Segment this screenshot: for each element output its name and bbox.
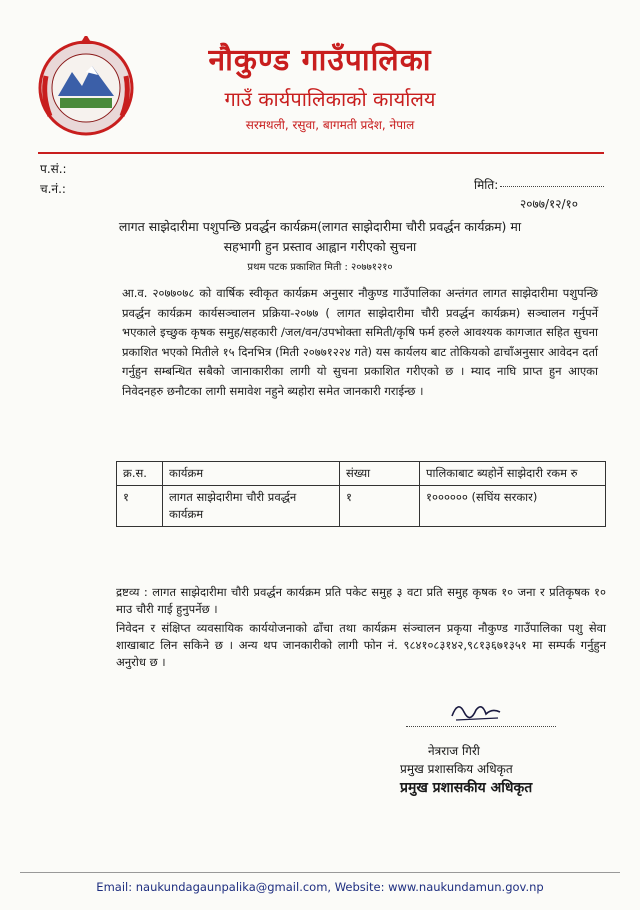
date-dotted-line: [500, 186, 604, 187]
published-date: प्रथम पटक प्रकाशित मिती : २०७७१२१०: [247, 262, 393, 273]
table-cell: १: [117, 486, 163, 527]
patra-sankhya-label: प.सं.:: [40, 162, 67, 176]
signature-dotted-line: [406, 726, 556, 727]
table-header-row: [117, 462, 606, 486]
header-subtitle: गाउँ कार्यपालिकाको कार्यालय: [224, 87, 436, 111]
table-row: [117, 486, 606, 527]
government-emblem-icon: [36, 36, 136, 140]
table-cell: लागत साझेदारीमा चौरी प्रवर्द्धन कार्यक्रम: [163, 486, 340, 527]
notice-subject: लागत साझेदारीमा पशुपन्छि प्रवर्द्धन कार्यक्रम(लागत साझेदारीमा चौरी प्रवर्द्धन कार्यक्रम) मा सहभागी हुन प्रस्ताव आह्वान गरीएको सुचना: [118, 219, 522, 254]
header-address: सरमथली, रसुवा, बागमती प्रदेश, नेपाल: [245, 118, 415, 132]
table-cell: १०००००० (सघिंय सरकार): [420, 486, 606, 527]
date-value: २०७७/१२/१०: [520, 197, 579, 211]
date-label: मिति:: [474, 178, 499, 192]
header-divider: [38, 152, 604, 154]
note-contact: निवेदन र संक्षिप्त व्यवसायिक कार्ययोजनाको ढाँचा तथा कार्यक्रम संञ्चालन प्रकृया नौकुण्ड गाउँपालिका पशु सेवा शाखाबाट लिन सकिने छ । अन्य थप जानकारीको लागी फोन नं. ९८४१०८३१४२,९८१३६७१३५१ मा सम्पर्क गर्नुहुन अनुरोध छ ।: [116, 621, 606, 669]
signatory-name: नेत्रराज गिरी: [428, 744, 480, 758]
notice-body: आ.व. २०७७०७८ को वार्षिक स्वीकृत कार्यक्रम अनुसार नौकुण्ड गाउँपालिका अन्तंगत लागत साझेदारीमा पशुपन्छि प्रवर्द्धन कार्यक्रम कार्यसञ्चालन प्रक्रिया-२०७७ ( लागत साझेदारीमा चौरी प्रवर्द्धन कार्यक्रम) सञ्चालन गर्नुपर्ने भएकाले इच्छुक कृषक समुह/सहकारी /जल/वन/उपभोक्ता समिती/कृषि फर्म हरुले आवश्यक कागजात सहित सुचना प्रकाशित भएको मितीले १५ दिनभित्र (मिती २०७७१२२४ गते) यस कार्यलय बाट तोकियको ढाचाँअनुसार आवेदन दर्ता गर्नुहुन सम्बन्धित सबैको जानाकारीका लागी यो सुचना प्रकाशित गरीएको छ । म्याद नाघि प्राप्त हुन आएका निवेदनहरु छनौटका लागी समावेश नहुने ब्यहोरा समेत जानकारी गराईन्छ ।: [122, 286, 598, 398]
table-header-cell: क्र.स.: [117, 462, 163, 486]
signatory-stamp: प्रमुख प्रशासकीय अधिकृत: [400, 780, 533, 796]
signature-mark: [448, 698, 504, 724]
footer-contact: Email: naukundagaunpalika@gmail.com, Website: www.naukundamun.gov.np: [96, 880, 544, 894]
footer-divider: [20, 872, 620, 873]
notes-section: [116, 584, 606, 671]
note-drashtavya: द्रष्टव्य : लागत साझेदारीमा चौरी प्रवर्द्धन कार्यक्रम प्रति पकेट समुह ३ वटा प्रति समुह कृषक १० जना र प्रतिकृषक १० माउ चौरी गाई हुनुपर्नेछ ।: [116, 585, 606, 616]
signatory-title: प्रमुख प्रशासकिय अधिकृत: [400, 762, 513, 776]
header-title: नौकुण्ड गाउँपालिका: [208, 43, 432, 78]
table-header-cell: कार्यक्रम: [163, 462, 340, 486]
table-header-cell: संख्या: [340, 462, 420, 486]
chalani-number-label: च.नं.:: [40, 182, 66, 196]
table-header-cell: पालिकाबाट ब्यहोर्ने साझेदारी रकम रु: [420, 462, 606, 486]
program-table: [116, 461, 606, 527]
table-cell: १: [340, 486, 420, 527]
